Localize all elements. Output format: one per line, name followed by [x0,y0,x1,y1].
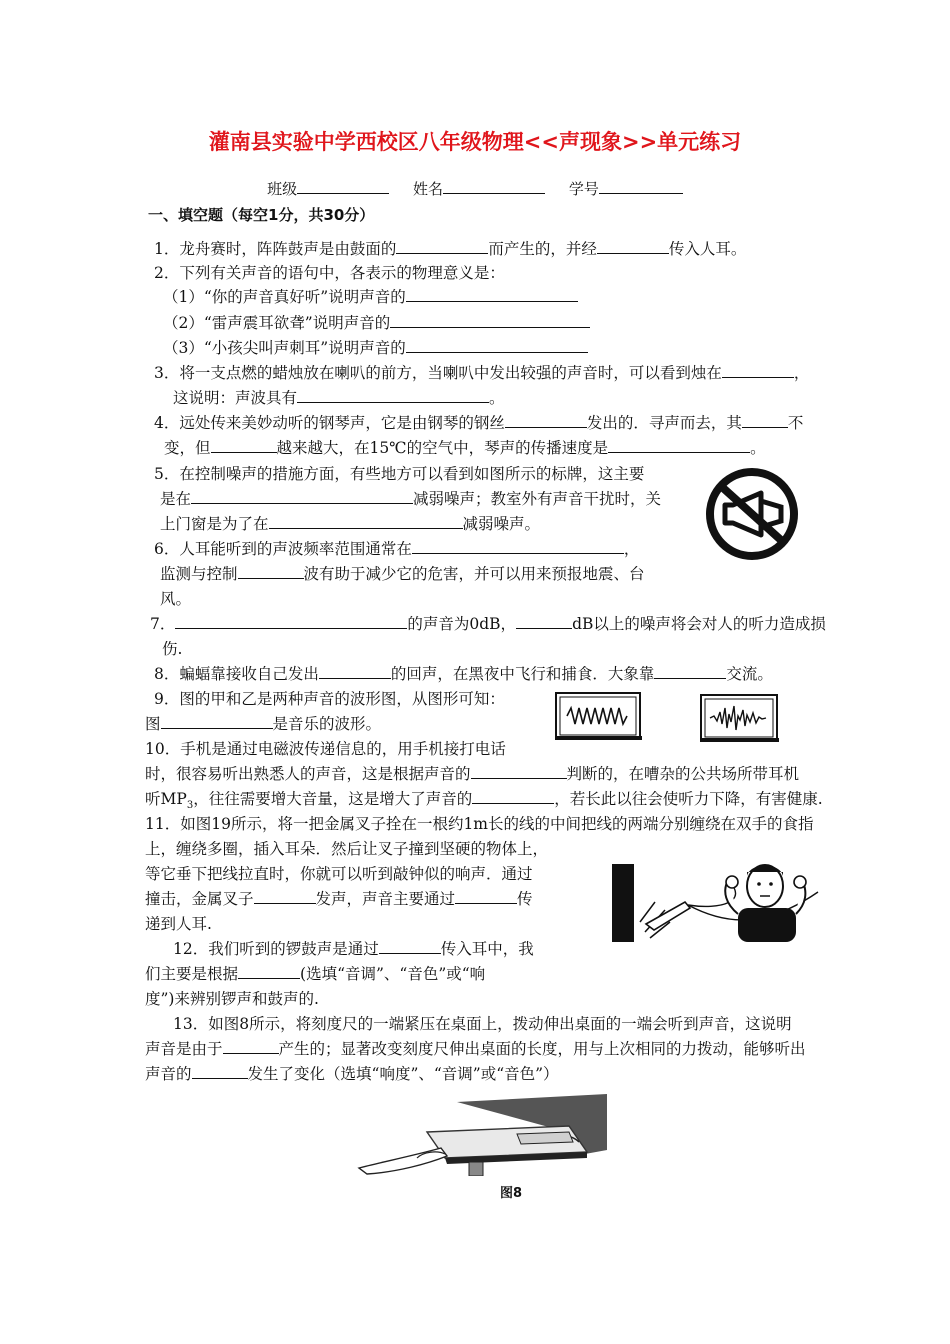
answer-blank[interactable] [211,437,277,453]
answer-blank[interactable] [269,513,463,529]
answer-blank[interactable] [319,663,391,679]
name-label: 姓名 [412,180,443,198]
name-blank[interactable] [443,178,545,194]
question-6-cont: 监测与控制 波有助于减少它的危害，并可以用来预报地震、台 [160,565,645,583]
question-2-3: （3）“小孩尖叫声刺耳”说明声音的 [163,337,588,359]
no-horn-sign-icon [703,467,801,561]
question-2-2: （2）“雷声震耳欲聋”说明声音的 [163,312,590,334]
question-10-cont: 时，很容易听出熟悉人的声音，这是根据声音的 判断的，在嘈杂的公共场所带耳机 [145,765,800,783]
answer-blank[interactable] [654,663,726,679]
student-info [0,178,950,199]
question-1: 1．龙舟赛时，阵阵鼓声是由鼓面的 而产生的，并经 传入人耳。 [154,240,747,258]
question-5: 5．在控制噪声的措施方面，有些地方可以看到如图所示的标牌，这主要 [154,465,645,483]
answer-blank[interactable] [406,286,578,302]
answer-blank[interactable] [192,1063,248,1079]
question-9: 9．图的甲和乙是两种声音的波形图，从图形可知： [154,690,505,708]
question-6: 6．人耳能听到的声波频率范围通常在 ， [154,540,640,558]
question-9-cont: 图 是音乐的波形。 [145,715,382,733]
question-11: 11．如图19所示，将一把金属叉子拴在一根约1m长的线的中间把线的两端分别缠绕在双手的食指 [145,815,814,833]
answer-blank[interactable] [238,563,304,579]
question-4: 4．远处传来美妙动听的钢琴声，它是由钢琴的钢丝 发出的．寻声而去，其 不 [154,414,804,432]
answer-blank[interactable] [597,238,669,254]
answer-blank[interactable] [406,337,588,353]
answer-blank[interactable] [412,538,624,554]
question-8: 8．蝙蝠靠接收自己发出 的回声，在黑夜中飞行和捕食．大象靠 交流。 [154,665,773,683]
question-11-cont2: 等它垂下把线拉直时，你就可以听到敲钟似的响声．通过 [145,865,533,883]
question-7-cont: 伤. [162,640,183,658]
question-13-cont: 声音是由于 产生的；显著改变刻度尺伸出桌面的长度，用与上次相同的力拨动，能够听出 [145,1040,806,1058]
question-6-cont2: 风。 [160,590,192,608]
question-13-cont2: 声音的 发生了变化（选填“响度”、“音调”或“音色”） [145,1065,559,1083]
page-title: 灌南县实验中学西校区八年级物理<<声现象>>单元练习 [208,130,742,154]
answer-blank[interactable] [516,613,572,629]
answer-blank[interactable] [505,412,587,428]
answer-blank[interactable] [471,763,567,779]
answer-blank[interactable] [254,888,316,904]
answer-blank[interactable] [238,963,300,979]
question-10-cont2: 听$MP_3$，往往需要增大音量，这是增大了声音的 ，若长此以往会使听力下降，有害健康. [145,790,823,812]
class-label: 班级 [267,180,298,198]
figure-8-ruler-table [357,1092,613,1176]
question-5-cont2: 上门窗是为了在 减弱噪声。 [160,515,541,533]
question-4-cont: 变，但 越来越大，在15℃的空气中，琴声的传播速度是 。 [164,439,766,457]
answer-blank[interactable] [379,938,441,954]
question-3-cont: 这说明：声波具有 。 [173,389,505,407]
number-blank[interactable] [599,178,683,194]
question-5-cont: 是在 减弱噪声；教室外有声音干扰时，关 [160,490,662,508]
answer-blank[interactable] [161,713,273,729]
question-2: 2．下列有关声音的语句中，各表示的物理意义是： [154,264,505,282]
question-3: 3．将一支点燃的蜡烛放在喇叭的前方，当喇叭中发出较强的声音时，可以看到烛在 ， [154,364,810,382]
answer-blank[interactable] [608,437,750,453]
fork-listener-figure [610,862,860,944]
answer-blank[interactable] [742,412,788,428]
question-12: 12．我们听到的锣鼓声是通过 传入耳中，我 [173,940,534,958]
question-11-cont3: 撞击，金属叉子 发声，声音主要通过 传 [145,890,533,908]
answer-blank[interactable] [390,312,590,328]
question-7: 7． 的声音为0dB， dB以上的噪声将会对人的听力造成损 [150,615,826,633]
question-13: 13．如图8所示，将刻度尺的一端紧压在桌面上，拨动伸出桌面的一端会听到声音，这说明 [173,1015,792,1033]
number-label: 学号 [568,180,599,198]
section-heading: 一、填空题（每空1分，共30分） [148,206,375,224]
waveform-yi-icon [700,694,780,744]
question-11-cont4: 递到人耳. [145,915,212,933]
figure-8-caption: 图8 [500,1186,523,1201]
answer-blank[interactable] [396,238,488,254]
answer-blank[interactable] [297,387,489,403]
question-12-cont2: 度”)来辨别锣声和鼓声的. [145,990,319,1008]
question-10: 10．手机是通过电磁波传递信息的，用手机接打电话 [145,740,506,758]
answer-blank[interactable] [223,1038,279,1054]
answer-blank[interactable] [191,488,413,504]
question-12-cont: 们主要是根据 (选填“音调”、“音色”或“响 [145,965,486,983]
question-11-cont: 上，缠绕多圈，插入耳朵．然后让叉子撞到坚硬的物体上， [145,840,549,858]
waveform-jia-icon [555,692,643,742]
answer-blank[interactable] [722,362,794,378]
answer-blank[interactable] [175,613,407,629]
answer-blank[interactable] [472,788,554,804]
question-2-1: （1）“你的声音真好听”说明声音的 [163,286,578,308]
class-blank[interactable] [297,178,389,194]
answer-blank[interactable] [455,888,517,904]
